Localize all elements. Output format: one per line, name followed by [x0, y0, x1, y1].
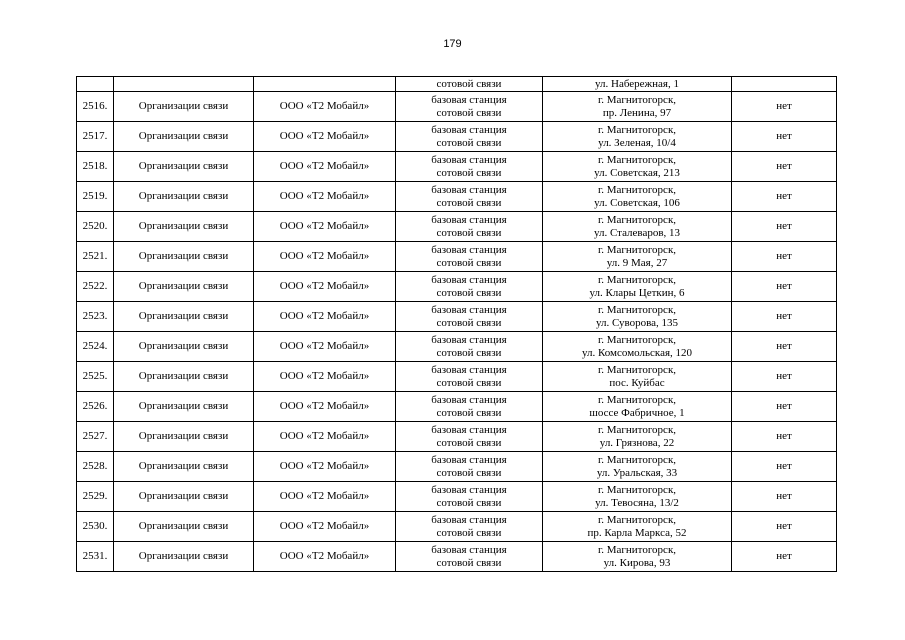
address-line-1: г. Магнитогорск,	[597, 213, 677, 226]
table-row	[77, 362, 837, 392]
cell-address	[543, 512, 732, 542]
cell-category: Организации связи	[114, 272, 254, 302]
table-row	[77, 482, 837, 512]
address-line-2: пр. Ленина, 97	[602, 106, 672, 119]
cell-number: 2521.	[77, 242, 114, 272]
address-line-1: г. Магнитогорск,	[597, 243, 677, 256]
cell-organization: ООО «Т2 Мобайл»	[254, 482, 396, 512]
cell-category: Организации связи	[114, 242, 254, 272]
address-line-2: ул. Советская, 213	[594, 166, 680, 179]
cell-object-type	[396, 392, 543, 422]
cell-address	[543, 392, 732, 422]
address-line-1: г. Магнитогорск,	[597, 453, 677, 466]
cell-object-type	[396, 452, 543, 482]
cell-number: 2516.	[77, 92, 114, 122]
cell-number: 2517.	[77, 122, 114, 152]
address-line-1: г. Магнитогорск,	[597, 303, 677, 316]
cell-number: 2529.	[77, 482, 114, 512]
cell-category: Организации связи	[114, 152, 254, 182]
cell-note: нет	[732, 302, 837, 332]
address-line-2: ул. Тевосяна, 13/2	[595, 496, 679, 509]
table-row	[77, 272, 837, 302]
address-line-2: пос. Куйбас	[609, 376, 665, 389]
object-type-line-2: сотовой связи	[436, 526, 502, 539]
cell-address	[543, 362, 732, 392]
object-type-line-2: сотовой связи	[436, 436, 502, 449]
cell-note: нет	[732, 332, 837, 362]
cell-number: 2524.	[77, 332, 114, 362]
object-type-line-2: сотовой связи	[436, 496, 502, 509]
cell-organization: ООО «Т2 Мобайл»	[254, 212, 396, 242]
cell-object-type	[396, 212, 543, 242]
cell-category: Организации связи	[114, 362, 254, 392]
object-type-line-2: сотовой связи	[436, 196, 502, 209]
cell-organization: ООО «Т2 Мобайл»	[254, 92, 396, 122]
object-type-line-2: сотовой связи	[436, 556, 502, 569]
table-row	[77, 452, 837, 482]
cell-object-type	[396, 152, 543, 182]
object-type-line-1: базовая станция	[431, 423, 507, 436]
cell-object-type	[396, 362, 543, 392]
address-line-2: ул. Кирова, 93	[603, 556, 671, 569]
cell-number: 2528.	[77, 452, 114, 482]
cell-category: Организации связи	[114, 332, 254, 362]
cell-organization: ООО «Т2 Мобайл»	[254, 302, 396, 332]
cell-number: 2530.	[77, 512, 114, 542]
cell-object-type	[396, 122, 543, 152]
cell-category: Организации связи	[114, 392, 254, 422]
cell-organization: ООО «Т2 Мобайл»	[254, 182, 396, 212]
cell-address	[543, 332, 732, 362]
cell-address	[543, 272, 732, 302]
cell-address	[543, 302, 732, 332]
cell-category: Организации связи	[114, 512, 254, 542]
object-type-line-1: базовая станция	[431, 213, 507, 226]
cell-address	[543, 242, 732, 272]
registry-table	[76, 76, 837, 572]
cell-organization: ООО «Т2 Мобайл»	[254, 452, 396, 482]
cell-note: нет	[732, 452, 837, 482]
table-row	[77, 242, 837, 272]
cell-note: нет	[732, 92, 837, 122]
address-line-1: г. Магнитогорск,	[597, 123, 677, 136]
address-line-1: г. Магнитогорск,	[597, 333, 677, 346]
table-row	[77, 212, 837, 242]
cell-organization: ООО «Т2 Мобайл»	[254, 392, 396, 422]
address-line-1: г. Магнитогорск,	[597, 363, 677, 376]
object-type-line-1: базовая станция	[431, 183, 507, 196]
cell-note	[732, 77, 837, 92]
cell-address	[543, 542, 732, 572]
object-type-line-2: сотовой связи	[436, 136, 502, 149]
cell-category: Организации связи	[114, 122, 254, 152]
cell-note: нет	[732, 212, 837, 242]
cell-note: нет	[732, 512, 837, 542]
cell-organization: ООО «Т2 Мобайл»	[254, 242, 396, 272]
address-line-2: пр. Карла Маркса, 52	[587, 526, 687, 539]
cell-object-type	[396, 422, 543, 452]
object-type-line-2: сотовой связи	[436, 376, 502, 389]
cell-number: 2518.	[77, 152, 114, 182]
cell-number	[77, 77, 114, 92]
cell-object-type	[396, 302, 543, 332]
page-number: 179	[443, 38, 462, 50]
object-type-line-1: базовая станция	[431, 273, 507, 286]
cell-number: 2526.	[77, 392, 114, 422]
object-type-line-2: сотовой связи	[436, 166, 502, 179]
object-type-line-1: базовая станция	[431, 483, 507, 496]
cell-object-type	[396, 272, 543, 302]
cell-object-type	[396, 482, 543, 512]
cell-organization: ООО «Т2 Мобайл»	[254, 272, 396, 302]
cell-object-type	[396, 92, 543, 122]
object-type-line-1: базовая станция	[431, 543, 507, 556]
object-type-line-2: сотовой связи	[436, 106, 502, 119]
object-type-line-1: базовая станция	[431, 393, 507, 406]
table-row	[77, 182, 837, 212]
object-type-line-1: базовая станция	[431, 363, 507, 376]
object-type-line-2: сотовой связи	[436, 226, 502, 239]
cell-note: нет	[732, 152, 837, 182]
address-line-2: ул. Зеленая, 10/4	[598, 136, 676, 149]
address-line-2: ул. Грязнова, 22	[599, 436, 675, 449]
cell-address	[543, 92, 732, 122]
table-row	[77, 512, 837, 542]
object-type-line-1: базовая станция	[431, 93, 507, 106]
cell-address	[543, 212, 732, 242]
table-row	[77, 422, 837, 452]
cell-number: 2523.	[77, 302, 114, 332]
cell-organization: ООО «Т2 Мобайл»	[254, 422, 396, 452]
cell-category: Организации связи	[114, 182, 254, 212]
cell-organization	[254, 77, 396, 92]
object-type-line-1: базовая станция	[431, 453, 507, 466]
cell-category: Организации связи	[114, 212, 254, 242]
address-line-2: ул. Сталеваров, 13	[593, 226, 681, 239]
cell-category: Организации связи	[114, 422, 254, 452]
cell-address	[543, 182, 732, 212]
cell-category: Организации связи	[114, 542, 254, 572]
object-type-line-1: базовая станция	[431, 303, 507, 316]
cell-note: нет	[732, 182, 837, 212]
cell-note: нет	[732, 422, 837, 452]
cell-organization: ООО «Т2 Мобайл»	[254, 512, 396, 542]
table-row	[77, 152, 837, 182]
object-type-line-1: базовая станция	[431, 123, 507, 136]
cell-address	[543, 482, 732, 512]
table-row	[77, 332, 837, 362]
address-line-2: шоссе Фабричное, 1	[589, 406, 685, 419]
cell-organization: ООО «Т2 Мобайл»	[254, 152, 396, 182]
address-line-2: ул. Комсомольская, 120	[581, 346, 693, 359]
object-type-line-1: базовая станция	[431, 513, 507, 526]
table-row	[77, 392, 837, 422]
cell-note: нет	[732, 362, 837, 392]
cell-category	[114, 77, 254, 92]
cell-number: 2519.	[77, 182, 114, 212]
address-line-1: г. Магнитогорск,	[597, 93, 677, 106]
cell-organization: ООО «Т2 Мобайл»	[254, 332, 396, 362]
cell-note: нет	[732, 122, 837, 152]
cell-address	[543, 422, 732, 452]
cell-object-type	[396, 182, 543, 212]
address-line-1: г. Магнитогорск,	[597, 153, 677, 166]
address-line-2: ул. 9 Мая, 27	[606, 256, 668, 269]
cell-note: нет	[732, 392, 837, 422]
address-line-1: г. Магнитогорск,	[597, 393, 677, 406]
cell-address	[543, 452, 732, 482]
address-line-1: г. Магнитогорск,	[597, 513, 677, 526]
cell-note: нет	[732, 242, 837, 272]
cell-number: 2527.	[77, 422, 114, 452]
address-line-1: г. Магнитогорск,	[597, 273, 677, 286]
cell-category: Организации связи	[114, 92, 254, 122]
cell-note: нет	[732, 542, 837, 572]
object-type-line-2: сотовой связи	[436, 346, 502, 359]
table-row	[77, 122, 837, 152]
cell-number: 2522.	[77, 272, 114, 302]
cell-object-type	[396, 542, 543, 572]
object-type-line-2: сотовой связи	[436, 286, 502, 299]
address-line-2: ул. Клары Цеткин, 6	[589, 286, 685, 299]
address-line-2: ул. Суворова, 135	[595, 316, 679, 329]
table-row	[77, 92, 837, 122]
cell-object-type	[396, 512, 543, 542]
address-line-1: г. Магнитогорск,	[597, 423, 677, 436]
cell-number: 2525.	[77, 362, 114, 392]
table-body	[77, 77, 837, 572]
table-row	[77, 302, 837, 332]
table-row-continuation	[77, 77, 837, 92]
cell-note: нет	[732, 482, 837, 512]
cell-category: Организации связи	[114, 482, 254, 512]
cell-number: 2531.	[77, 542, 114, 572]
object-type-line-1: базовая станция	[431, 243, 507, 256]
object-type-line-2: сотовой связи	[436, 256, 502, 269]
cell-category: Организации связи	[114, 302, 254, 332]
object-type-line-1: базовая станция	[431, 153, 507, 166]
cell-address	[543, 122, 732, 152]
cell-category: Организации связи	[114, 452, 254, 482]
cell-object-type: сотовой связи	[396, 77, 543, 92]
cell-object-type	[396, 242, 543, 272]
cell-address: ул. Набережная, 1	[543, 77, 732, 92]
cell-organization: ООО «Т2 Мобайл»	[254, 122, 396, 152]
object-type-line-2: сотовой связи	[436, 316, 502, 329]
object-type-line-2: сотовой связи	[436, 466, 502, 479]
cell-note: нет	[732, 272, 837, 302]
table-row	[77, 542, 837, 572]
address-line-1: г. Магнитогорск,	[597, 483, 677, 496]
object-type-line-1: базовая станция	[431, 333, 507, 346]
address-line-2: ул. Советская, 106	[594, 196, 680, 209]
cell-number: 2520.	[77, 212, 114, 242]
cell-organization: ООО «Т2 Мобайл»	[254, 542, 396, 572]
address-line-1: г. Магнитогорск,	[597, 183, 677, 196]
cell-address	[543, 152, 732, 182]
address-line-1: г. Магнитогорск,	[597, 543, 677, 556]
object-type-line-2: сотовой связи	[436, 406, 502, 419]
cell-object-type	[396, 332, 543, 362]
cell-organization: ООО «Т2 Мобайл»	[254, 362, 396, 392]
address-line-2: ул. Уральская, 33	[596, 466, 678, 479]
